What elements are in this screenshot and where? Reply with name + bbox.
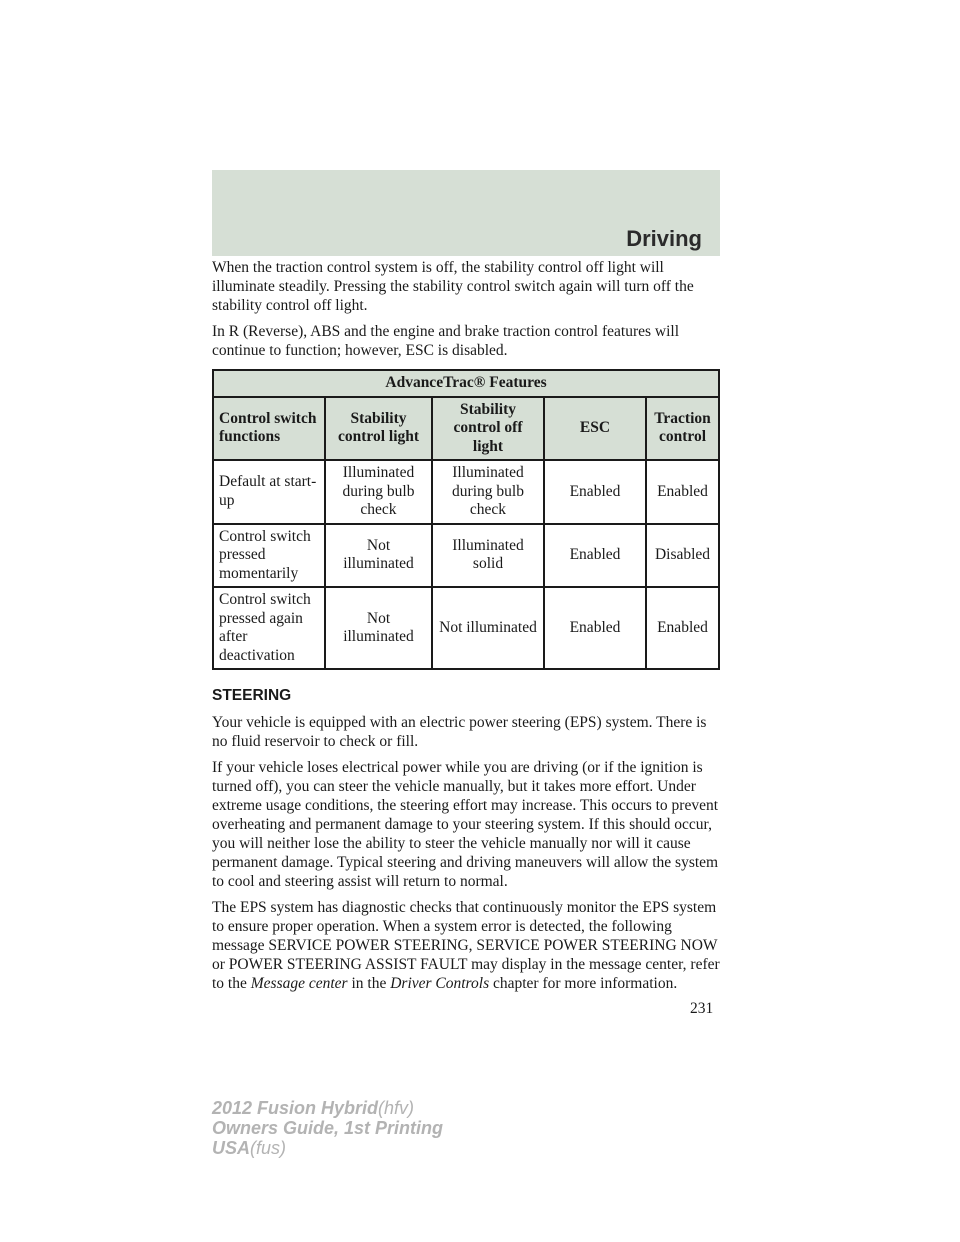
- footer-market: USA: [212, 1138, 251, 1158]
- advancetrac-features-table: [212, 369, 720, 670]
- paragraph: [212, 898, 722, 993]
- footer-code: (fus): [250, 1138, 287, 1158]
- footer-edition: Owners Guide, 1st Printing: [212, 1118, 444, 1138]
- table-row: [213, 460, 719, 524]
- cross-reference: Driver Controls: [390, 975, 490, 992]
- table-cell: Enabled: [646, 460, 719, 524]
- steering-heading: STEERING: [212, 687, 292, 704]
- paragraph: Your vehicle is equipped with an electric power steering (EPS) system. There is no fluid reservoir to check or fill.: [212, 714, 707, 750]
- table-row: [213, 524, 719, 588]
- page-number: 231: [690, 1000, 714, 1017]
- table-caption: AdvanceTrac® Features: [213, 370, 719, 397]
- column-header: Stability control off light: [432, 397, 544, 461]
- table-cell: Enabled: [544, 460, 646, 524]
- table-cell: Enabled: [544, 524, 646, 588]
- table-cell: Illuminated solid: [432, 524, 544, 588]
- table-cell: Not illuminated: [432, 587, 544, 669]
- document-footer: [212, 1098, 443, 1158]
- section-header-band: [212, 170, 720, 256]
- paragraph-text: chapter for more information.: [489, 975, 678, 992]
- table-cell: Enabled: [646, 587, 719, 669]
- footer-model: 2012 Fusion Hybrid: [212, 1098, 379, 1118]
- column-header: Traction control: [646, 397, 719, 461]
- column-header: ESC: [544, 397, 646, 461]
- table-cell: Illuminated during bulb check: [432, 460, 544, 524]
- footer-line: [212, 1118, 443, 1138]
- table-cell: Not illuminated: [325, 587, 432, 669]
- table-cell: Enabled: [544, 587, 646, 669]
- paragraph: When the traction control system is off, the stability control off light will illuminate steadily. Pressing the stability control switch again will turn off the stability control off light.: [212, 259, 694, 314]
- cross-reference: Message center: [250, 975, 348, 992]
- column-header: Stability control light: [325, 397, 432, 461]
- table-cell: Control switch pressed again after deactivation: [213, 587, 325, 669]
- footer-line: [212, 1138, 443, 1158]
- paragraph-text: The EPS system has diagnostic checks that continuously monitor the EPS system to ensure proper operation. When a system error is detected, the following message SERVICE POWER STEERING, SERVICE POWER STEERING NOW or POWER STEERING ASSIST FAULT may display in the message center, refer to the: [212, 899, 720, 992]
- table-cell: Control switch pressed momentarily: [213, 524, 325, 588]
- page-content: [212, 258, 722, 1000]
- table-cell: Illuminated during bulb check: [325, 460, 432, 524]
- paragraph-text: in the: [347, 975, 391, 992]
- paragraph: If your vehicle loses electrical power while you are driving (or if the ignition is turned off), you can steer the vehicle manually, but it takes more effort. Under extreme usage conditions, the steering effort may increase. This occurs to prevent overheating and permanent damage to your steering system. If this should occur, you will neither lose the ability to steer the vehicle manually nor will it cause permanent damage. Typical steering and driving maneuvers will allow the system to cool and steering assist will return to normal.: [212, 759, 719, 890]
- table-header-row: [213, 397, 719, 461]
- table-cell: Not illuminated: [325, 524, 432, 588]
- table-cell: Default at start-up: [213, 460, 325, 524]
- footer-code: (hfv): [378, 1098, 415, 1118]
- footer-line: [212, 1098, 443, 1118]
- paragraph: In R (Reverse), ABS and the engine and brake traction control features will continue to function; however, ESC is disabled.: [212, 323, 680, 359]
- table-row: [213, 587, 719, 669]
- table-cell: Disabled: [646, 524, 719, 588]
- section-title: Driving: [626, 226, 702, 251]
- column-header: Control switch functions: [213, 397, 325, 461]
